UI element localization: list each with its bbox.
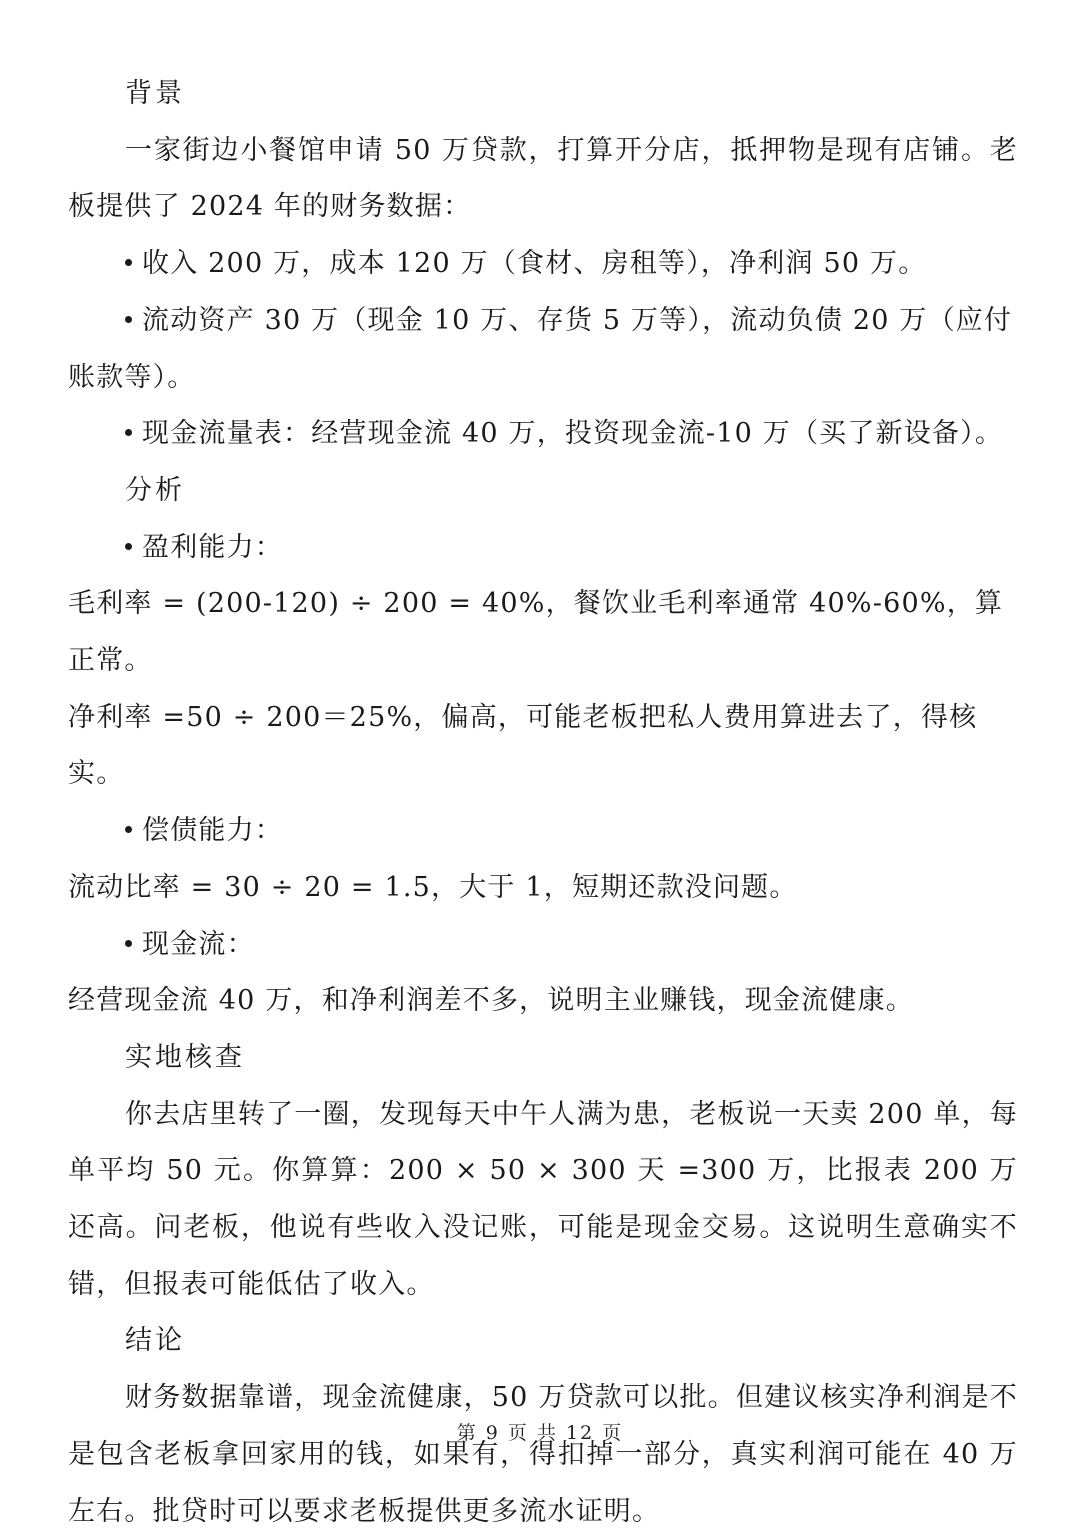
section-heading-background: 背景 [125,78,185,109]
bullet-icon [125,826,132,833]
list-item [68,406,1018,463]
formula-line: 毛利率 = (200-120) ÷ 200 = 40%，餐饮业毛利率通常 40%-60%，算正常。 [68,588,1004,677]
subheading-profitability [68,520,1018,577]
field-check-paragraph: 你去店里转了一圈，发现每天中午人满为患，老板说一天卖 200 单，每单平均 50 元。你算算：200 × 50 × 300 天 =300 万，比报表 200 万还高。问老板，他说有些收入没记账，可能是现金交易。这说明生意确实不错，但报表可能低估了收入。 [68,1098,1018,1300]
subheading-text: 现金流： [142,928,255,960]
bullet-icon [125,316,132,323]
section-heading-field-check: 实地核查 [125,1041,245,1073]
bullet-icon [125,259,132,266]
subheading-text: 盈利能力： [142,531,283,563]
formula-line: 流动比率 = 30 ÷ 20 = 1.5，大于 1，短期还款没问题。 [68,871,798,903]
list-item [68,293,1018,406]
subheading-cashflow [68,917,1018,974]
bullet-icon [125,940,132,947]
subheading-solvency [68,803,1018,860]
bullet-text: 收入 200 万，成本 120 万（食材、房租等），净利润 50 万。 [142,248,927,280]
document-page [68,66,1018,1540]
section-heading-conclusion: 结论 [125,1325,185,1357]
bullet-text: 流动资产 30 万（现金 10 万、存货 5 万等），流动负债 20 万（应付账款等）。 [68,304,1013,393]
formula-line: 经营现金流 40 万，和净利润差不多，说明主业赚钱，现金流健康。 [68,985,914,1017]
page-number: 第 9 页 共 12 页 [456,1422,624,1444]
conclusion-paragraph: 财务数据靠谱，现金流健康，50 万贷款可以批。但建议核实净利润是不是包含老板拿回家用的钱，如果有，得扣掉一部分，真实利润可能在 40 万左右。批贷时可以要求老板提供更多流水证明。 [68,1382,1018,1527]
subheading-text: 偿债能力： [142,815,283,847]
section-heading-analysis: 分析 [125,474,185,506]
list-item [68,236,1018,293]
bullet-text: 现金流量表：经营现金流 40 万，投资现金流-10 万（买了新设备）。 [142,418,1004,450]
bullet-icon [125,429,132,436]
background-paragraph: 一家街边小餐馆申请 50 万贷款，打算开分店，抵押物是现有店铺。老板提供了 2024 年的财务数据： [68,134,1018,223]
formula-line: 净利率 =50 ÷ 200＝25%，偏高，可能老板把私人费用算进去了，得核实。 [68,701,978,790]
bullet-icon [125,543,132,550]
